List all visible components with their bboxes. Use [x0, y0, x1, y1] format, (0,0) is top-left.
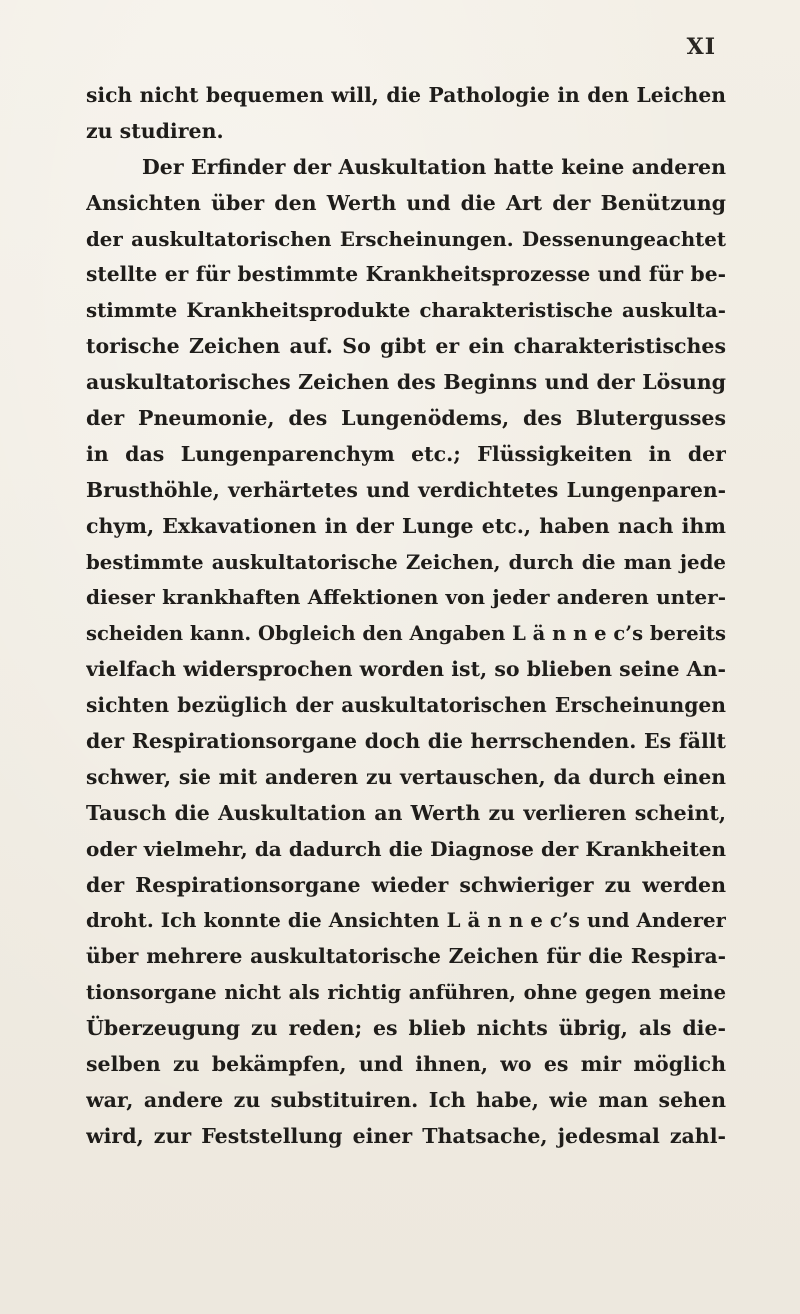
text-line: war, andere zu substituiren. Ich habe, wie man sehen — [86, 1087, 726, 1112]
text-line: der auskultatorischen Erscheinungen. Dessenungeachtet — [86, 226, 726, 251]
text-line: vielfach widersprochen worden ist, so blieben seine An- — [86, 657, 726, 682]
body-text — [86, 78, 726, 1155]
text-line: Überzeugung zu reden; es blieb nichts übrig, als die- — [86, 1016, 726, 1041]
text-line: der Respirationsorgane wieder schwieriger zu werden — [86, 872, 726, 897]
text-line: sichten bezüglich der auskultatorischen Erscheinungen — [86, 693, 726, 718]
text-line: sich nicht bequemen will, die Pathologie in den Leichen — [86, 83, 726, 107]
text-line: oder vielmehr, da dadurch die Diagnose der Krankheiten — [86, 836, 726, 861]
text-line: torische Zeichen auf. So gibt er ein charakteristisches — [86, 334, 726, 359]
text-line: dieser krankhaften Affektionen von jeder anderen unter- — [86, 585, 726, 610]
text-line: Ansichten über den Werth und die Art der Benützung — [86, 190, 726, 215]
text-line: stellte er für bestimmte Krankheitsprozesse und für be- — [86, 262, 726, 287]
text-line: bestimmte auskultatorische Zeichen, durch die man jede — [86, 549, 726, 574]
page-number: XI — [686, 34, 716, 60]
text-line: scheiden kann. Obgleich den Angaben L ä n n e c’s bereits — [86, 622, 726, 646]
text-line: wird, zur Feststellung einer Thatsache, jedesmal zahl- — [86, 1123, 726, 1148]
text-line: Brusthöhle, verhärtetes und verdichtetes Lungenparen- — [86, 477, 726, 502]
text-line: selben zu bekämpfen, und ihnen, wo es mir möglich — [86, 1052, 726, 1077]
text-line: schwer, sie mit anderen zu vertauschen, da durch einen — [86, 764, 726, 789]
text-line: droht. Ich konnte die Ansichten L ä n n e c’s und Anderer — [86, 908, 726, 933]
text-line: über mehrere auskultatorische Zeichen für die Respira- — [86, 944, 726, 969]
text-line: chym, Exkavationen in der Lunge etc., haben nach ihm — [86, 513, 726, 538]
text-line: Der Erfinder der Auskultation hatte keine anderen — [142, 154, 726, 179]
text-line: der Respirationsorgane doch die herrschenden. Es fällt — [86, 729, 726, 754]
text-line: tionsorgane nicht als richtig anführen, ohne gegen meine — [86, 981, 726, 1005]
text-line: auskultatorisches Zeichen des Beginns und der Lösung — [86, 370, 726, 395]
text-line: in das Lungenparenchym etc.; Flüssigkeiten in der — [86, 441, 726, 466]
text-line: zu studiren. — [86, 118, 224, 143]
text-line: stimmte Krankheitsprodukte charakteristische auskulta- — [86, 298, 726, 323]
text-line: Tausch die Auskultation an Werth zu verlieren scheint, — [86, 800, 726, 825]
text-line: der Pneumonie, des Lungenödems, des Blutergusses — [86, 406, 726, 431]
